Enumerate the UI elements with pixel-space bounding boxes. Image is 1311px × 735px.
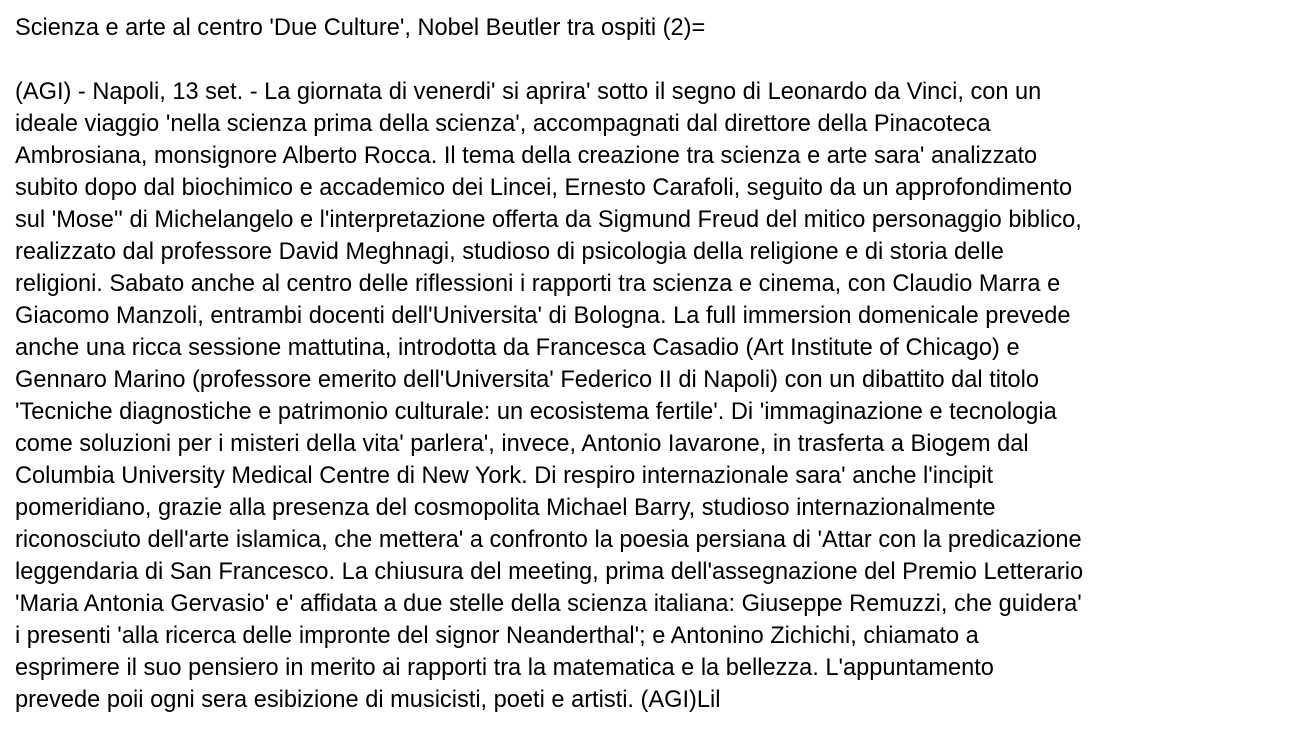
body-line: Columbia University Medical Centre di New York. Di respiro internazionale sara' anche l'incipit: [15, 463, 994, 489]
body-line: (AGI) - Napoli, 13 set. - La giornata di venerdi' si aprira' sotto il segno di Leonardo da Vinci, con un: [15, 79, 1042, 105]
body-line: realizzato dal professore David Meghnagi, studioso di psicologia della religione e di storia delle: [15, 239, 1004, 265]
body-line: religioni. Sabato anche al centro delle riflessioni i rapporti tra scienza e cinema, con Claudio Marra e: [15, 271, 1061, 297]
body-line: riconosciuto dell'arte islamica, che mettera' a confronto la poesia persiana di 'Attar con la predicazione: [15, 527, 1082, 553]
body-line: 'Maria Antonia Gervasio' e' affidata a due stelle della scienza italiana: Giuseppe Remuzzi, che guidera': [15, 591, 1082, 617]
body-line: Ambrosiana, monsignore Alberto Rocca. Il tema della creazione tra scienza e arte sara' analizzato: [15, 143, 1038, 169]
blank-line: [15, 44, 1305, 76]
body-line: prevede poii ogni sera esibizione di musicisti, poeti e artisti. (AGI)Lil: [15, 687, 721, 713]
article-headline: Scienza e arte al centro 'Due Culture', Nobel Beutler tra ospiti (2)=: [15, 15, 706, 41]
body-line: Giacomo Manzoli, entrambi docenti dell'Universita' di Bologna. La full immersion domenicale prevede: [15, 303, 1071, 329]
body-line: leggendaria di San Francesco. La chiusura del meeting, prima dell'assegnazione del Premio Letterario: [15, 559, 1084, 585]
body-line: subito dopo dal biochimico e accademico dei Lincei, Ernesto Carafoli, seguito da un approfondimento: [15, 175, 1073, 201]
body-line: come soluzioni per i misteri della vita' parlera', invece, Antonio Iavarone, in trasferta a Biogem dal: [15, 431, 1029, 457]
body-line: anche una ricca sessione mattutina, introdotta da Francesca Casadio (Art Institute of Chicago) e: [15, 335, 1020, 361]
body-line: i presenti 'alla ricerca delle impronte del signor Neanderthal'; e Antonino Zichichi, chiamato a: [15, 623, 979, 649]
body-line: esprimere il suo pensiero in merito ai rapporti tra la matematica e la bellezza. L'appuntamento: [15, 655, 994, 681]
body-line: pomeridiano, grazie alla presenza del cosmopolita Michael Barry, studioso internazionalmente: [15, 495, 996, 521]
body-line: sul 'Mose'' di Michelangelo e l'interpretazione offerta da Sigmund Freud del mitico personaggio biblico,: [15, 207, 1082, 233]
article-body: [15, 76, 1305, 716]
body-line: ideale viaggio 'nella scienza prima della scienza', accompagnati dal direttore della Pinacoteca: [15, 111, 991, 137]
body-line: 'Tecniche diagnostiche e patrimonio culturale: un ecosistema fertile'. Di 'immaginazione e tecnologia: [15, 399, 1057, 425]
body-line: Gennaro Marino (professore emerito dell'Universita' Federico II di Napoli) con un dibattito dal titolo: [15, 367, 1040, 393]
article: [15, 12, 1305, 716]
